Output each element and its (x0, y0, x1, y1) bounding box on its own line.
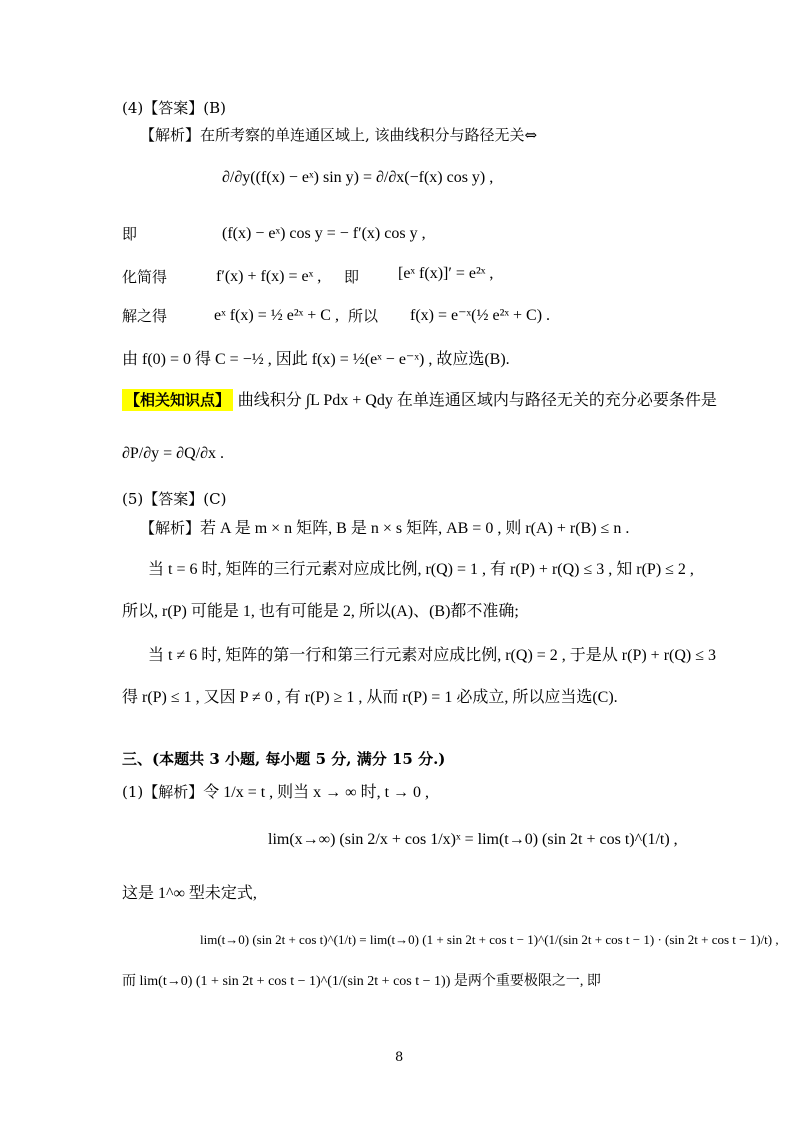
p4-answer-label: (4)【答案】(B) (122, 99, 226, 117)
analysis-label: 【解析】 (140, 126, 201, 144)
p4-conclusion: 由 f(0) = 0 得 C = −½ , 因此 f(x) = ½(eˣ − e⁻ˣ) , 故应选(B). (122, 351, 510, 368)
related-knowledge-text: 曲线积分 ∫L Pdx + Qdy 在单连通区域内与路径无关的充分必要条件是 (237, 392, 717, 409)
word-ji: 即 (122, 225, 138, 243)
s3-last-line: 而 lim(t→0) (1 + sin 2t + cos t − 1)^(1/(sin 2t + cos t − 1)) 是两个重要极限之一, 即 (122, 974, 601, 989)
equation-path-independence: ∂P/∂y = ∂Q/∂x . (122, 445, 224, 462)
equation-solution-2: f(x) = e⁻ˣ(½ e²ˣ + C) . (410, 307, 551, 324)
word-ji-2: 即 (344, 268, 360, 286)
p5-analysis (140, 518, 629, 539)
p5-line-conclusion: 得 r(P) ≤ 1 , 又因 P ≠ 0 , 有 r(P) ≥ 1 , 从而 r(P) = 1 必成立, 所以应当选(C). (122, 689, 618, 706)
equation-simplified-1: (f(x) − eˣ) cos y = − f′(x) cos y , (222, 225, 426, 242)
related-knowledge (122, 390, 717, 411)
p5-answer-label: (5)【答案】(C) (122, 490, 227, 508)
s3-p1-text: 令 1/x = t , 则当 x → ∞ 时, t → 0 , (203, 784, 430, 801)
word-huajian: 化简得 (122, 268, 168, 286)
related-knowledge-label: 【相关知识点】 (122, 389, 233, 411)
analysis-text: 在所考察的单连通区域上, 该曲线积分与路径无关⇔ (200, 126, 538, 144)
page-number: 8 (395, 1050, 404, 1065)
equation-limit-1: lim(x→∞) (sin 2/x + cos 1/x)ˣ = lim(t→0) (sin 2t + cos t)^(1/t) , (268, 831, 678, 848)
p5-line-t-equals-6: 当 t = 6 时, 矩阵的三行元素对应成比例, r(Q) = 1 , 有 r(P) + r(Q) ≤ 3 , 知 r(P) ≤ 2 , (148, 561, 694, 578)
p5-line-t-not-6: 当 t ≠ 6 时, 矩阵的第一行和第三行元素对应成比例, r(Q) = 2 , 于是从 r(P) + r(Q) ≤ 3 (148, 647, 717, 664)
s3-p1 (122, 782, 429, 803)
section-3-heading: 三、(本题共 3 小题, 每小题 5 分, 满分 15 分.) (122, 750, 446, 768)
p5-line-rank-possible: 所以, r(P) 可能是 1, 也有可能是 2, 所以(A)、(B)都不准确; (122, 603, 519, 620)
equation-partial-derivatives: ∂/∂y((f(x) − eˣ) sin y) = ∂/∂x(−f(x) cos y) , (222, 169, 494, 186)
equation-solution-1: eˣ f(x) = ½ e²ˣ + C , (214, 307, 339, 324)
equation-limit-2: lim(t→0) (sin 2t + cos t)^(1/t) = lim(t→0) (1 + sin 2t + cos t − 1)^(1/(sin 2t + cos t − 1) · (sin 2t + cos t − 1)/t) , (200, 932, 779, 947)
word-jiezhi: 解之得 (122, 307, 168, 325)
p4-analysis (140, 125, 537, 145)
p5-analysis-text: 若 A 是 m × n 矩阵, B 是 n × s 矩阵, AB = 0 , 则 r(A) + r(B) ≤ n . (200, 520, 630, 537)
equation-ode-rewritten: [eˣ f(x)]′ = e²ˣ , (398, 265, 494, 282)
s3-p1-label: (1)【解析】 (122, 783, 204, 801)
p5-analysis-label: 【解析】 (140, 519, 201, 537)
word-suoyi: 所以 (348, 307, 379, 325)
equation-ode: f′(x) + f(x) = eˣ , (216, 268, 322, 285)
s3-type-text: 这是 1^∞ 型未定式, (122, 885, 257, 902)
